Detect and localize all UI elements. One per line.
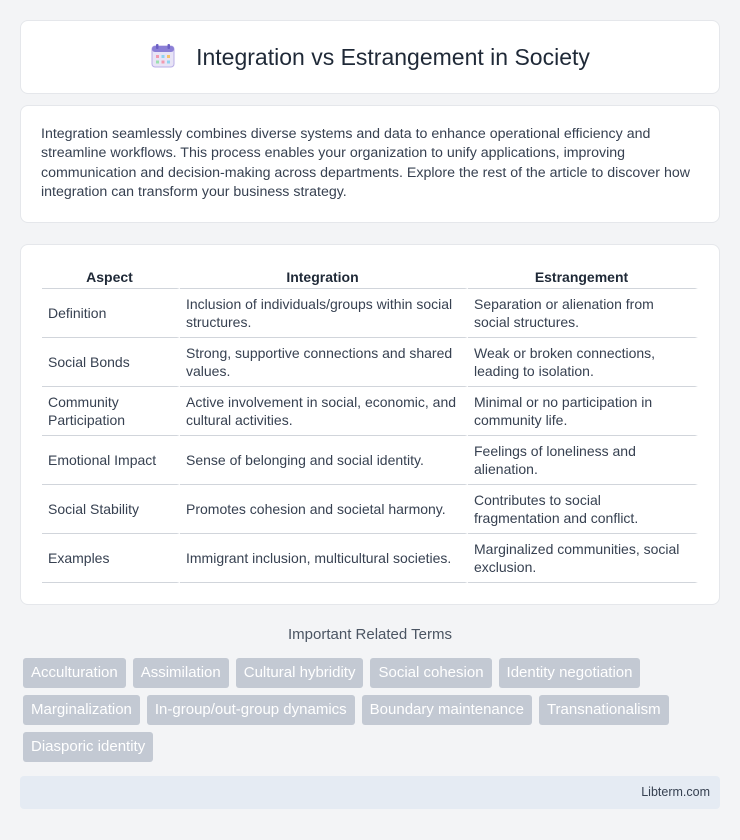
aspect-cell: Definition	[42, 289, 180, 338]
estrangement-cell: Contributes to social fragmentation and conflict.	[468, 485, 698, 534]
term-tag[interactable]: Diasporic identity	[23, 732, 153, 762]
table-row	[42, 289, 698, 338]
intro-text: Integration seamlessly combines diverse systems and data to enhance operational efficiency and streamline workflows. This process enables your organization to unify applications, improving communication and decision-making across departments. Explore the rest of the article to discover how integration can transform your business strategy.	[41, 126, 690, 201]
related-terms-title: Important Related Terms	[288, 626, 452, 643]
term-tag[interactable]: Social cohesion	[370, 658, 491, 688]
page-title: Integration vs Estrangement in Society	[196, 43, 590, 70]
comparison-table-card	[20, 244, 720, 605]
integration-cell: Strong, supportive connections and shared values.	[180, 338, 468, 387]
integration-cell: Promotes cohesion and societal harmony.	[180, 485, 468, 534]
term-tag[interactable]: Cultural hybridity	[236, 658, 364, 688]
aspect-cell: Community Participation	[42, 387, 180, 436]
aspect-cell: Emotional Impact	[42, 436, 180, 485]
estrangement-cell: Minimal or no participation in community life.	[468, 387, 698, 436]
aspect-cell: Examples	[42, 534, 180, 583]
table-row	[42, 387, 698, 436]
table-row	[42, 436, 698, 485]
estrangement-cell: Feelings of loneliness and alienation.	[468, 436, 698, 485]
footer-site-link[interactable]: Libterm.com	[641, 785, 710, 799]
estrangement-cell: Marginalized communities, social exclusion.	[468, 534, 698, 583]
term-tag[interactable]: Marginalization	[23, 695, 140, 725]
intro-card	[20, 105, 720, 223]
table-header-row	[42, 265, 698, 289]
integration-cell: Inclusion of individuals/groups within social structures.	[180, 289, 468, 338]
calendar-icon	[150, 43, 176, 69]
term-tag[interactable]: Identity negotiation	[499, 658, 641, 688]
term-tag[interactable]: Acculturation	[23, 658, 126, 688]
header-estrangement: Estrangement	[468, 265, 698, 289]
header-integration: Integration	[180, 265, 468, 289]
related-terms-list	[23, 658, 723, 762]
term-tag[interactable]: In-group/out-group dynamics	[147, 695, 355, 725]
integration-cell: Sense of belonging and social identity.	[180, 436, 468, 485]
table-row	[42, 485, 698, 534]
header-card	[20, 20, 720, 94]
table-row	[42, 534, 698, 583]
aspect-cell: Social Stability	[42, 485, 180, 534]
term-tag[interactable]: Assimilation	[133, 658, 229, 688]
term-tag[interactable]: Transnationalism	[539, 695, 669, 725]
term-tag[interactable]: Boundary maintenance	[362, 695, 532, 725]
comparison-table	[42, 265, 698, 583]
header-aspect: Aspect	[42, 265, 180, 289]
integration-cell: Active involvement in social, economic, and cultural activities.	[180, 387, 468, 436]
table-row	[42, 338, 698, 387]
integration-cell: Immigrant inclusion, multicultural societies.	[180, 534, 468, 583]
aspect-cell: Social Bonds	[42, 338, 180, 387]
footer	[20, 776, 720, 809]
estrangement-cell: Separation or alienation from social structures.	[468, 289, 698, 338]
estrangement-cell: Weak or broken connections, leading to isolation.	[468, 338, 698, 387]
